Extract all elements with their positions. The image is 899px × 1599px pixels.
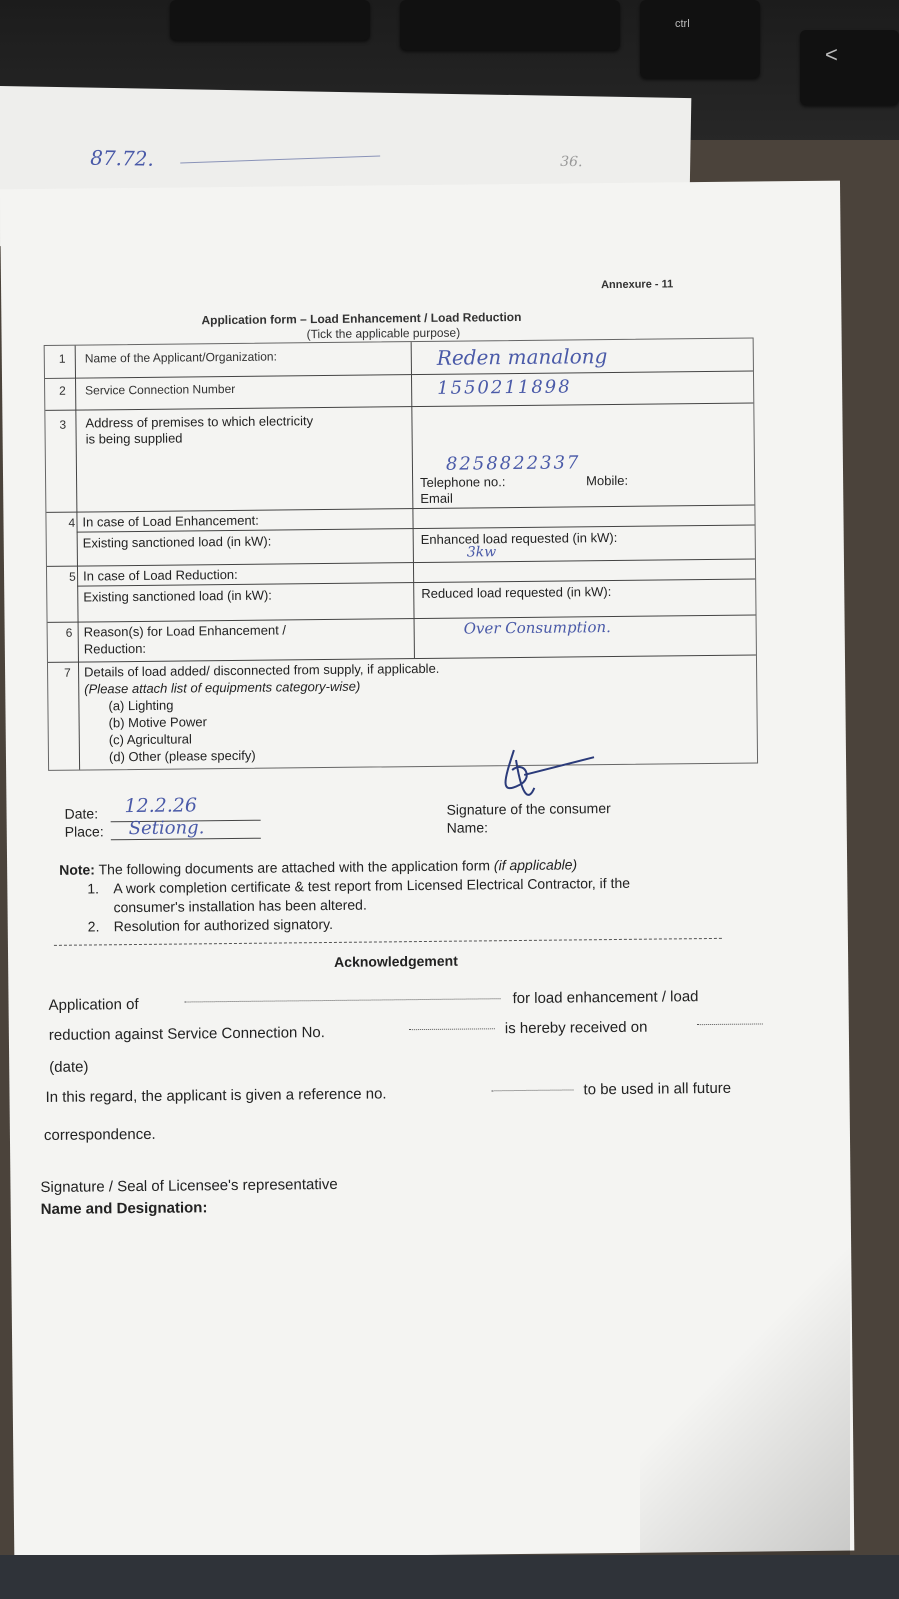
load-details-line1: Details of load added/ disconnected from supply, if applicable. <box>84 660 440 680</box>
ack-line2-dots <box>409 1028 495 1030</box>
page-shadow <box>640 1240 850 1560</box>
row-number: 5 <box>69 569 76 584</box>
ack-line1-b: for load enhancement / load <box>512 988 699 1008</box>
back-page-scribble <box>180 155 380 163</box>
place-label: Place: <box>64 823 104 840</box>
ctrl-key-label: ctrl <box>675 18 690 30</box>
ack-line2-date-dots <box>697 1023 763 1025</box>
note-item-number: 1. <box>87 880 100 897</box>
acknowledgement-title: Acknowledgement <box>334 952 458 970</box>
address-label-line1: Address of premises to which electricity <box>85 413 314 431</box>
load-details-line2: (Please attach list of equipments category-wise) <box>84 678 361 697</box>
form-title: Application form – Load Enhancement / Load Reduction <box>201 309 522 328</box>
name-label: Name: <box>446 819 489 836</box>
annexure-label: Annexure - 11 <box>600 278 674 292</box>
enhanced-load-value: 3kw <box>466 544 497 561</box>
row-divider <box>45 403 753 411</box>
form-subtitle: (Tick the applicable purpose) <box>306 325 461 342</box>
place-value: Setiong. <box>128 817 205 840</box>
col-divider <box>411 342 415 658</box>
telephone-label: Telephone no.: <box>420 474 506 491</box>
keyboard-key <box>170 0 370 40</box>
note-text: The following documents are attached with the application form <box>94 857 494 878</box>
ctrl-key <box>640 0 760 78</box>
row-divider <box>45 371 753 379</box>
row-number: 4 <box>68 515 76 530</box>
dashed-separator <box>54 938 722 946</box>
applicant-name-value: Reden manalong <box>436 344 608 370</box>
ack-line4-a: In this regard, the applicant is given a reference no. <box>45 1085 387 1106</box>
note-item-1-line2: consumer's installation has been altered. <box>113 896 367 916</box>
back-page-note-left: 87.72. <box>90 145 155 171</box>
row-number: 1 <box>58 351 66 366</box>
row-number: 6 <box>65 625 73 640</box>
address-label-line2: is being supplied <box>85 430 183 447</box>
reason-label-line2: Reduction: <box>83 640 147 657</box>
service-connection-label: Service Connection Number <box>85 381 236 398</box>
ack-line2-a: reduction against Service Connection No. <box>48 1024 325 1044</box>
bottom-surface <box>0 1555 899 1599</box>
load-item-motive-power: (b) Motive Power <box>108 714 207 731</box>
back-key <box>800 30 899 105</box>
row-number: 3 <box>59 417 67 432</box>
ack-line5: correspondence. <box>43 1125 156 1144</box>
row-number: 7 <box>64 665 71 680</box>
reason-label-line1: Reason(s) for Load Enhancement / <box>83 622 287 640</box>
application-table <box>44 338 758 771</box>
enhanced-load-label: Enhanced load requested (in kW): <box>420 529 618 548</box>
back-key-label: < <box>825 42 838 67</box>
ack-line3: (date) <box>49 1058 89 1076</box>
note-italic: (if applicable) <box>493 856 578 874</box>
representative-signature-label: Signature / Seal of Licensee's representative <box>40 1175 338 1197</box>
keyboard-key <box>400 0 620 50</box>
load-item-other: (d) Other (please specify) <box>108 747 256 765</box>
reduction-case-label: In case of Load Reduction: <box>82 566 238 584</box>
enhancement-case-label: In case of Load Enhancement: <box>82 512 259 530</box>
ack-line2-b: is hereby received on <box>504 1018 648 1038</box>
note-item-1-line1: A work completion certificate & test report from Licensed Electrical Contractor, if the <box>113 874 631 897</box>
applicant-name-label: Name of the Applicant/Organization: <box>84 349 277 366</box>
ack-line1-dots <box>185 998 501 1002</box>
note-item-number: 2. <box>87 918 100 935</box>
mobile-label: Mobile: <box>586 472 629 489</box>
existing-load-label-reduction: Existing sanctioned load (in kW): <box>83 587 272 605</box>
row-divider <box>47 559 755 567</box>
ack-line4-dots <box>491 1089 573 1091</box>
date-value: 12.2.26 <box>124 794 198 818</box>
note-item-2-line1: Resolution for authorized signatory. <box>113 915 334 935</box>
load-item-agricultural: (c) Agricultural <box>108 731 192 748</box>
note-heading <box>59 856 577 877</box>
ack-line1-a: Application of <box>48 995 139 1014</box>
row-divider <box>46 505 754 513</box>
signature-label: Signature of the consumer <box>446 800 611 818</box>
note-prefix: Note: <box>59 861 96 878</box>
existing-load-label: Existing sanctioned load (in kW): <box>82 533 272 551</box>
date-label: Date: <box>64 805 99 822</box>
reduced-load-label: Reduced load requested (in kW): <box>421 584 612 602</box>
load-item-lighting: (a) Lighting <box>108 697 174 714</box>
back-page-note-right: 36. <box>560 153 583 171</box>
reason-value: Over Consumption. <box>463 618 611 638</box>
service-connection-value: 1550211898 <box>437 376 572 399</box>
row-divider <box>48 615 756 623</box>
email-label: Email <box>420 490 453 507</box>
row-number: 2 <box>59 383 66 398</box>
phone-value: 8258822337 <box>445 452 581 475</box>
name-designation-label: Name and Designation: <box>40 1199 208 1219</box>
ack-line4-b: to be used in all future <box>583 1079 732 1099</box>
